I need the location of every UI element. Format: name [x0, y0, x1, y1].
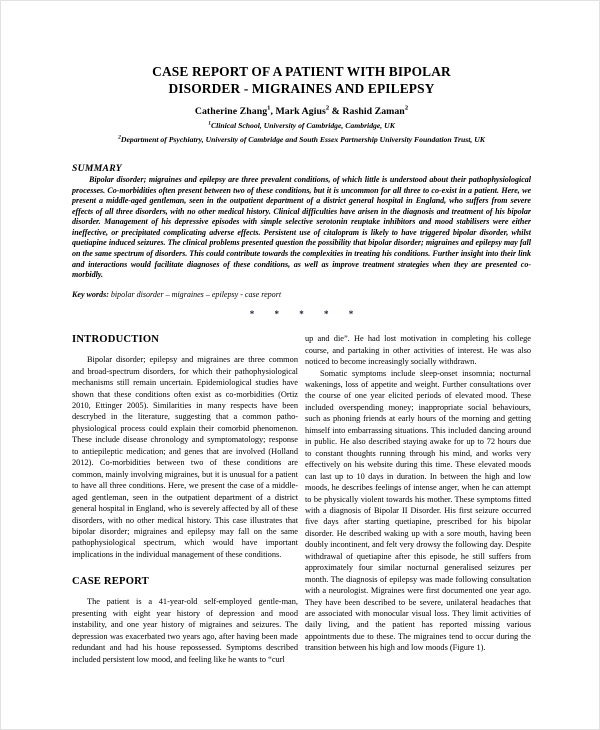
introduction-paragraph-1: Bipolar disorder; epilepsy and migraines are three common and broad-spectrum disorders, for which their pathophysiological mechanisms still remain uncertain. Epidemiological studies have shown that these conditions often exist as co-morbidities (Ortiz 2010, Ettinger 2005). Similarities in many respects have been descrybed in the literature, suggesting that a common patho-physiological process could explain their comorbid phenomenon. These include disease chronology and symptomatology; response to antiepileptic medication; and genes that are involved (Holland 2012). Co-morbidities between two of these conditions are common, mainly involving migraines, but it is unusual for a patient to have all three conditions. Here, we present the case of a middle-aged gentleman, seen in the outpatient department of a district general hospital in England, who is severely affected by all of these disorders, with no other medical history. This case illustrates that bipolar disorder; migraines and epilepsy may fall on the same pathophysiological spectrum, which would have important implications in the individual management of these conditions. [72, 355, 298, 559]
author-separator-1: , [270, 106, 276, 117]
introduction-heading: INTRODUCTION [72, 334, 160, 346]
author-2-name: Mark Agius [275, 106, 326, 117]
author-1-affil-marker: 1 [267, 104, 271, 112]
author-list [72, 106, 531, 118]
keywords-label: Key words: [72, 289, 109, 299]
page-title [127, 63, 477, 97]
affiliation-2-marker: 2 [118, 134, 121, 141]
author-separator-2: & [329, 106, 343, 117]
keywords-line [72, 290, 531, 301]
affiliation-2 [72, 135, 531, 146]
title-line-2: DISORDER - MIGRAINES AND EPILEPSY [168, 81, 435, 96]
affiliation-2-text: Department of Psychiatry, University of Cambridge and South Essex Partnership University Foundation Trust, UK [120, 134, 485, 144]
title-line-1: CASE REPORT OF A PATIENT WITH BIPOLAR [152, 64, 451, 79]
page-content-area [72, 1, 531, 730]
author-1-name: Catherine Zhang [194, 106, 268, 117]
affiliation-1-marker: 1 [208, 120, 211, 127]
affiliation-1 [72, 121, 531, 132]
case-report-paragraph-2: Somatic symptoms include sleep-onset insomnia; nocturnal wakenings, loss of appetite and weight. Further consultations over the course of one year elicited periods of elevated mood. These included overspending money; inappropriate social behaviours, such as phoning friends at early hours of the morning and getting himself into embarrassing situations. This included dancing around in public. He also described staying awake for up to 72 hours due to constant thoughts running through his mind, and works very effectively on his website during this time. These elevated moods can last up to 10 days in duration. In between the high and low moods, he describes feelings of intense anger, when he can attempt to be physically violent towards his mother. These symptoms fitted with a diagnosis of Bipolar II Disorder. His first seizure occurred five days after starting quetiapine, prescribed for his bipolar disorder. He described waking up with a sore mouth, having been doubly incontinent, and felt very drowsy the following day. Despite withdrawal of quetiapine after this episode, he still suffers from approximately four similar nocturnal generalised seizures per month. The diagnosis of epilepsy was made following consultation with a neurologist. Migraines were first documented one year ago. They have been described to be severe, unilateral headaches that are associated with monocular visual loss. They limit activities of daily living, and the patient has reported missing various appointments due to these. The migraines tend to occur during the transition between his high and low moods (Figure 1). [305, 368, 531, 653]
case-report-heading: CASE REPORT [72, 576, 149, 588]
title-block [72, 1, 531, 145]
keywords-value: bipolar disorder – migraines – epilepsy - case report [108, 289, 282, 299]
body-columns [72, 333, 531, 665]
author-3-affil-marker: 2 [404, 104, 409, 112]
author-3-name: Rashid Zaman [342, 106, 405, 117]
case-report-paragraph-1-continued: up and die”. He had lost motivation in completing his college course, and partaking in other activities of interest. He was also noticed to become increasingly socially withdrawn. [305, 334, 531, 367]
section-separator: * * * * * [249, 309, 363, 320]
author-2-affil-marker: 2 [325, 104, 330, 112]
summary-heading: SUMMARY [72, 163, 122, 175]
summary-body: Bipolar disorder; migraines and epilepsy are three prevalent conditions, of which little is understood about their pathophysiological processes. Co-morbidities often present between two of these conditions, but it is uncommon for all three to co-exist in a patient. Here, we present a middle-aged gentleman, seen in the outpatient department of a district general hospital in England, who suffers from severe effects of all three disorders, with no other medical history. Clinical difficulties have arisen in the diagnosis and treatment of his bipolar disorder. Management of his depressive episodes with simple selective serotonin reuptake inhibitors and mood stabilisers were either ineffective, or precipitated complicating adverse effects. Persistent use of citalopram is likely to have triggered bipolar disorder, whilst quetiapine induced seizures. The clinical problems presented question the possibility that bipolar disorder; migraines and epilepsy may fall on the same spectrum of disorders. This could contribute towards the complexities in treating his conditions. Further insight into their link and interactions would facilitate diagnoses of these conditions, as well as improve treatment strategies when they are presented co-morbidly. [72, 175, 531, 280]
affiliation-1-text: Clinical School, University of Cambridge, Cambridge, UK [210, 121, 395, 130]
case-report-paragraph-1: The patient is a 41-year-old self-employed gentle-man, presenting with eight year history of depression and mood instability, and one year history of migraines and seizures. The depression was exacerbated two years ago, after having been made redundant and had his house repossessed. Symptoms described included persistent low mood, and feeling like he wants to “curl [72, 597, 298, 664]
column-left [72, 333, 298, 665]
column-right [305, 333, 531, 654]
summary-section [72, 163, 531, 300]
